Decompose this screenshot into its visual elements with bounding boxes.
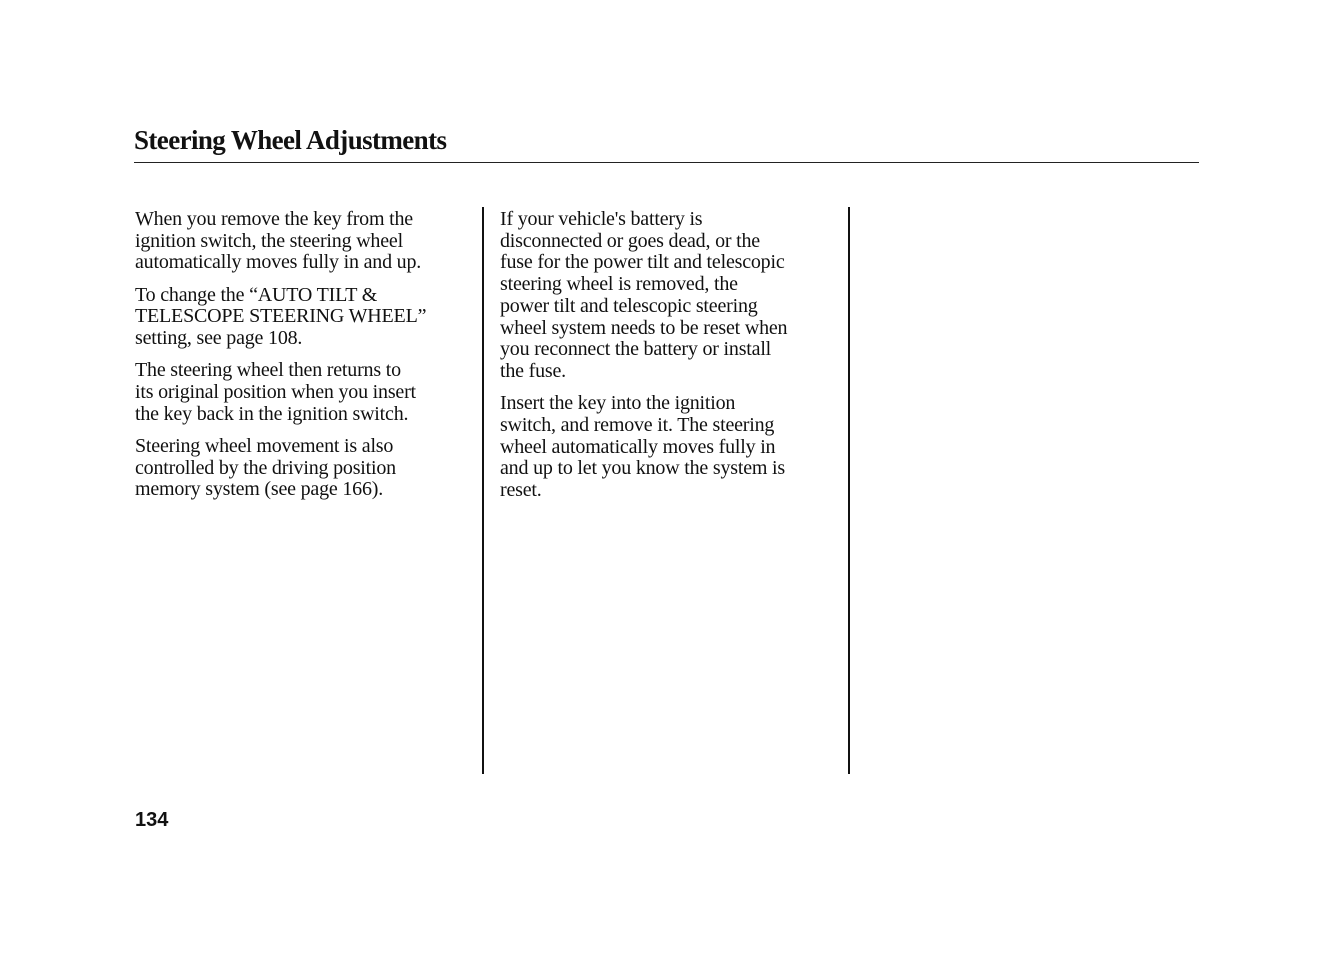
text-line: To change the “AUTO TILT &	[135, 283, 378, 306]
paragraph-reset-procedure	[500, 393, 840, 502]
paragraph-return-position	[135, 360, 467, 425]
text-line: the fuse.	[500, 359, 566, 382]
text-line: TELESCOPE STEERING WHEEL”	[135, 305, 427, 328]
text-line: wheel system needs to be reset when	[500, 316, 788, 339]
text-line: switch, and remove it. The steering	[500, 413, 775, 436]
text-line: If your vehicle's battery is	[500, 208, 703, 230]
column-divider	[848, 207, 850, 774]
text-line: its original position when you insert	[135, 380, 416, 403]
text-line: ignition switch, the steering wheel	[135, 229, 403, 252]
text-line: memory system (see page 166).	[135, 478, 384, 501]
column-divider	[482, 207, 484, 774]
title-rule	[134, 162, 1199, 163]
text-line: steering wheel is removed, the	[500, 273, 738, 296]
text-line: controlled by the driving position	[135, 456, 396, 479]
text-line: setting, see page 108.	[135, 327, 303, 350]
paragraph-battery-reset	[500, 209, 840, 383]
paragraph-memory-system	[135, 436, 467, 501]
middle-column	[500, 209, 840, 512]
paragraph-change-setting	[135, 285, 467, 350]
text-line: When you remove the key from the	[135, 208, 413, 230]
page-number: 134	[135, 809, 169, 831]
text-line: Steering wheel movement is also	[135, 434, 394, 457]
text-line: the key back in the ignition switch.	[135, 402, 409, 425]
text-line: reset.	[500, 478, 542, 501]
text-line: The steering wheel then returns to	[135, 359, 401, 382]
text-line: automatically moves fully in and up.	[135, 251, 422, 274]
text-line: wheel automatically moves fully in	[500, 435, 776, 458]
text-line: you reconnect the battery or install	[500, 338, 772, 361]
page-title: Steering Wheel Adjustments	[134, 125, 447, 155]
text-line: power tilt and telescopic steering	[500, 294, 758, 317]
text-line: Insert the key into the ignition	[500, 392, 736, 415]
paragraph-key-removal	[135, 209, 467, 274]
left-column	[135, 209, 467, 511]
text-line: disconnected or goes dead, or the	[500, 229, 760, 252]
text-line: and up to let you know the system is	[500, 457, 785, 480]
text-line: fuse for the power tilt and telescopic	[500, 251, 785, 274]
